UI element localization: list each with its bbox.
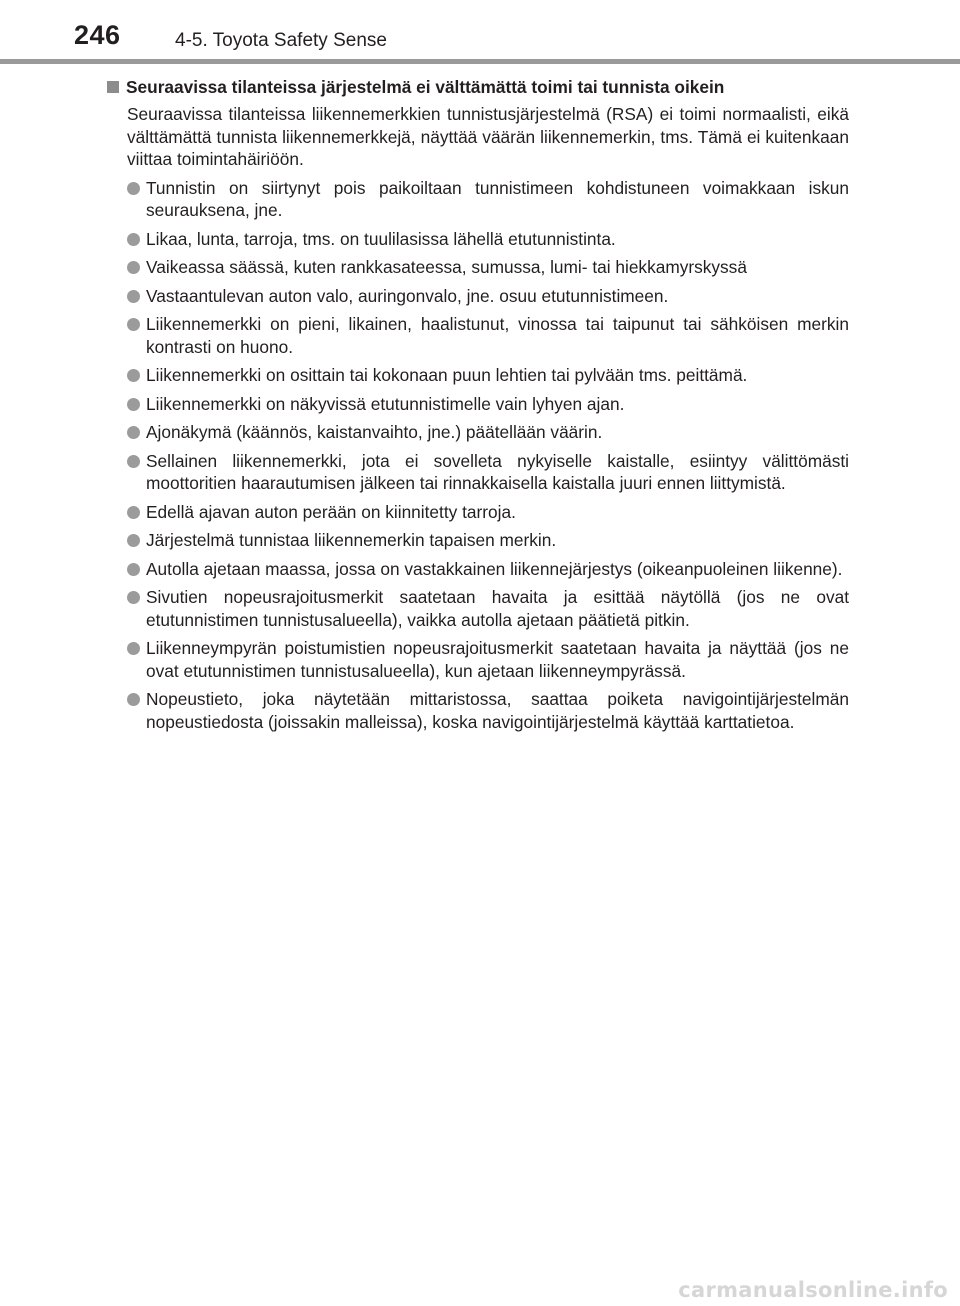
list-item-text: Vastaantulevan auton valo, auringonvalo, jne. osuu etutunnistimeen. bbox=[146, 285, 669, 306]
list-item bbox=[127, 421, 849, 444]
list-item-text: Ajonäkymä (käännös, kaistanvaihto, jne.) päätellään väärin. bbox=[146, 422, 603, 442]
bullet-dot-icon bbox=[127, 693, 140, 706]
bullet-dot-icon bbox=[127, 534, 140, 547]
list-item-text: Sellainen liikennemerkki, jota ei sovelleta nykyiselle kaistalle, esiintyy välittömästi moottoritien haarautumisen jälkeen tai rinnakkaisella kaistalla juuri ennen liittymistä. bbox=[146, 450, 849, 493]
bullet-dot-icon bbox=[127, 642, 140, 655]
intro-paragraph: Seuraavissa tilanteissa liikennemerkkien tunnistusjärjestelmä (RSA) ei toimi normaalisti, eikä välttämättä tunnista liikennemerkkejä, näyttää väärän liikennemerkin, tms. Tämä ei kuitenkaan viittaa toimintahäiriöön. bbox=[127, 104, 849, 169]
list-item bbox=[127, 256, 849, 279]
list-item bbox=[127, 393, 849, 416]
list-item bbox=[127, 637, 849, 682]
bullet-dot-icon bbox=[127, 426, 140, 439]
list-item bbox=[127, 364, 849, 387]
list-item bbox=[127, 558, 849, 581]
list-item-text: Vaikeassa säässä, kuten rankkasateessa, sumussa, lumi- tai hiekkamyrskyssä bbox=[146, 257, 747, 277]
list-item-text: Likaa, lunta, tarroja, tms. on tuulilasissa lähellä etutunnistinta. bbox=[146, 228, 616, 249]
bullet-dot-icon bbox=[127, 563, 140, 576]
main-content bbox=[107, 76, 849, 733]
bullet-dot-icon bbox=[127, 261, 140, 274]
bullet-dot-icon bbox=[127, 182, 140, 195]
list-item bbox=[127, 501, 849, 524]
bullet-dot-icon bbox=[127, 398, 140, 411]
list-item-text: Nopeustieto, joka näytetään mittaristossa, saattaa poiketa navigointijärjestelmän nopeustiedosta (joissakin malleissa), koska navigointijärjestelmä käyttää karttatietoa. bbox=[146, 689, 849, 732]
list-item-text: Tunnistin on siirtynyt pois paikoiltaan tunnistimeen kohdistuneen voimakkaan iskun seurauksena, jne. bbox=[146, 177, 849, 220]
page-number: 246 bbox=[74, 20, 121, 50]
list-item-text: Edellä ajavan auton perään on kiinnitetty tarroja. bbox=[146, 501, 516, 522]
list-item-text: Sivutien nopeusrajoitusmerkit saatetaan havaita ja esittää näytöllä (jos ne ovat etutunnistimen tunnistusalueella), vaikka autolla ajetaan päätietä pitkin. bbox=[146, 587, 849, 630]
section-title: 4-5. Toyota Safety Sense bbox=[175, 30, 387, 51]
list-item-text: Järjestelmä tunnistaa liikennemerkin tapaisen merkin. bbox=[146, 530, 557, 550]
list-item bbox=[127, 313, 849, 358]
header-divider bbox=[0, 59, 960, 64]
condition-list bbox=[107, 177, 849, 734]
subsection-heading-text: Seuraavissa tilanteissa järjestelmä ei välttämättä toimi tai tunnista oikein bbox=[126, 77, 725, 97]
bullet-dot-icon bbox=[127, 506, 140, 519]
bullet-dot-icon bbox=[127, 233, 140, 246]
list-item bbox=[127, 450, 849, 495]
list-item bbox=[127, 177, 849, 222]
bullet-dot-icon bbox=[127, 290, 140, 303]
square-bullet-icon bbox=[107, 81, 119, 93]
list-item-text: Autolla ajetaan maassa, jossa on vastakkainen liikennejärjestys (oikeanpuoleinen liikenne). bbox=[146, 558, 843, 579]
list-item bbox=[127, 529, 849, 552]
list-item-text: Liikennemerkki on pieni, likainen, haalistunut, vinossa tai taipunut tai sähköisen merkin kontrasti on huono. bbox=[146, 314, 849, 357]
list-item-text: Liikennemerkki on osittain tai kokonaan puun lehtien tai pylvään tms. peittämä. bbox=[146, 365, 748, 385]
list-item bbox=[127, 688, 849, 733]
page-header bbox=[0, 0, 960, 66]
subsection-heading bbox=[107, 76, 849, 98]
list-item-text: Liikennemerkki on näkyvissä etutunnistimelle vain lyhyen ajan. bbox=[146, 393, 625, 414]
list-item bbox=[127, 285, 849, 308]
bullet-dot-icon bbox=[127, 318, 140, 331]
bullet-dot-icon bbox=[127, 455, 140, 468]
list-item bbox=[127, 586, 849, 631]
watermark: carmanualsonline.info bbox=[678, 1278, 948, 1302]
bullet-dot-icon bbox=[127, 369, 140, 382]
list-item bbox=[127, 228, 849, 251]
bullet-dot-icon bbox=[127, 591, 140, 604]
list-item-text: Liikenneympyrän poistumistien nopeusrajoitusmerkit saatetaan havaita ja näyttää (jos ne ovat etutunnistimen tunnistusalueella), kun ajetaan liikenneympyrässä. bbox=[146, 638, 849, 681]
